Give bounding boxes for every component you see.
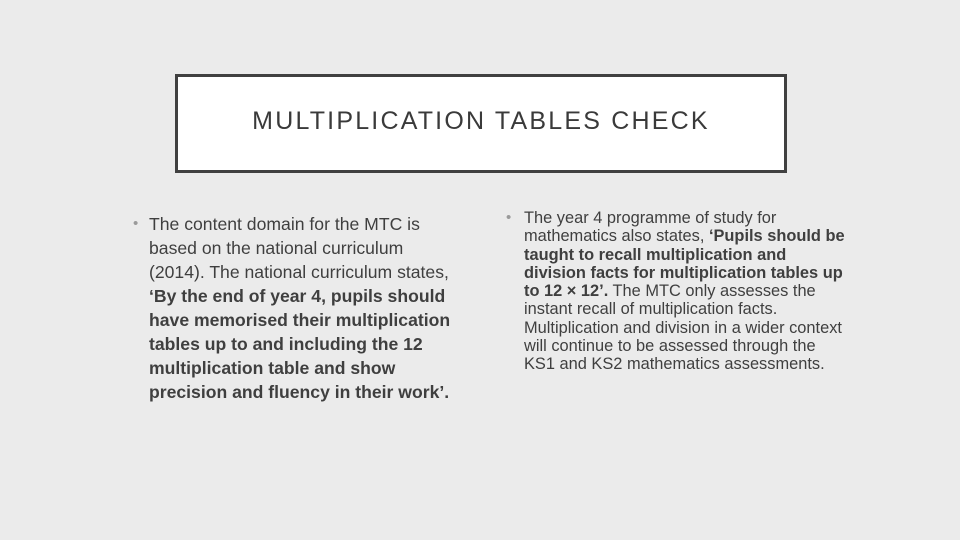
- right-paragraph-quote: ‘Pupils should be taught to recall multiplication and division facts for multiplication tables up to 12 × 12’.: [524, 227, 845, 301]
- right-column: [506, 209, 846, 374]
- left-paragraph: [149, 212, 453, 404]
- title-box: [175, 74, 787, 173]
- bullet-icon: •: [506, 209, 512, 226]
- left-column: [133, 212, 453, 404]
- right-paragraph-intro: The year 4 programme of study for mathematics also states,: [524, 209, 777, 246]
- left-paragraph-intro: The content domain for the MTC is based on the national curriculum (2014). The national curriculum states,: [149, 214, 449, 282]
- right-paragraph: [524, 209, 846, 374]
- bullet-icon: •: [133, 215, 139, 232]
- slide-title: MULTIPLICATION TABLES CHECK: [252, 107, 710, 135]
- right-paragraph-outro: The MTC only assesses the instant recall of multiplication facts. Multiplication and division in a wider context will continue to be assessed through the KS1 and KS2 mathematics assessments.: [524, 282, 842, 374]
- left-paragraph-quote: ‘By the end of year 4, pupils should have memorised their multiplication tables up to and including the 12 multiplication table and show precision and fluency in their work’.: [149, 286, 451, 402]
